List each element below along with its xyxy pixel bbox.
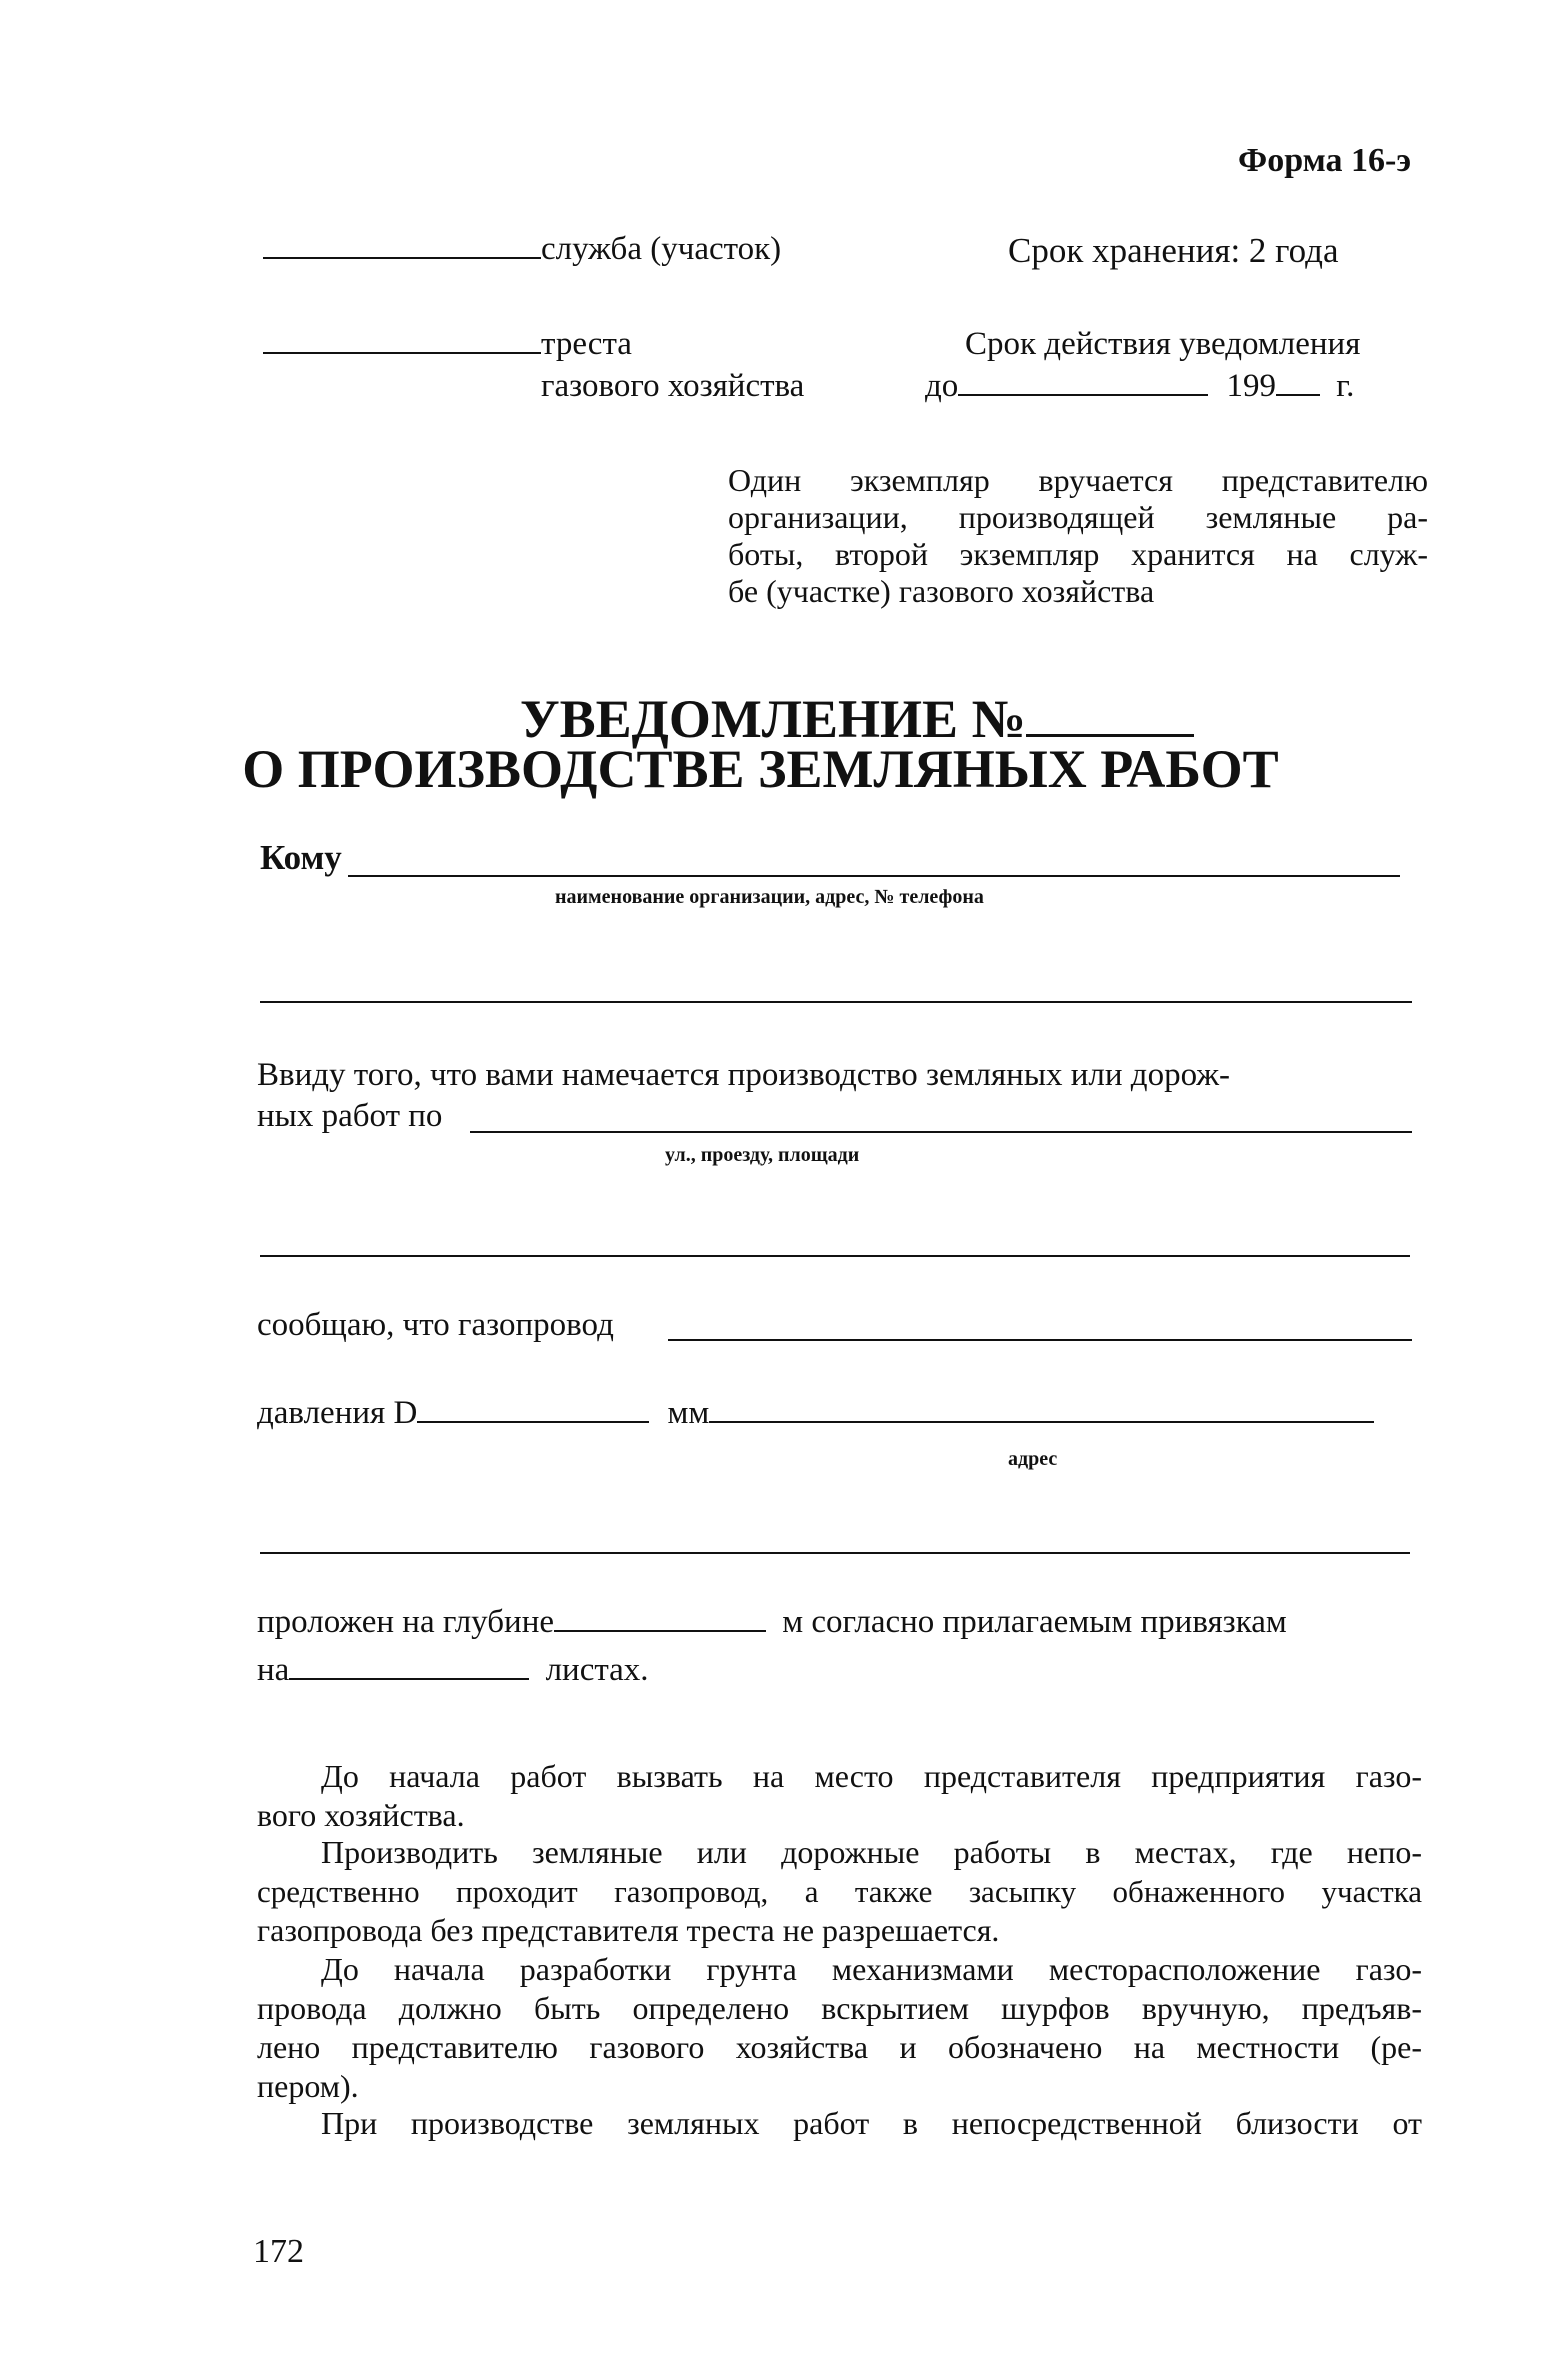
depth-suffix: м согласно прилагаемым привязкам — [782, 1604, 1287, 1640]
pipeline-label: сообщаю, что газопровод — [257, 1307, 614, 1343]
sheets-prefix: на — [257, 1652, 290, 1688]
trust-label: треста — [541, 326, 632, 362]
paragraph-line: лено представителю газового хозяйства и обозначено на местности (ре- — [257, 2029, 1422, 2065]
storage-period: Срок хранения: 2 года — [1008, 231, 1339, 270]
address-line-2[interactable] — [260, 1552, 1410, 1554]
to-caption: наименование организации, адрес, № телефона — [555, 886, 984, 908]
paragraph-3 — [257, 1950, 1422, 2106]
to-line-2[interactable] — [260, 1001, 1412, 1003]
paragraph-line: газопровода без представителя треста не разрешается. — [257, 1912, 1000, 1948]
validity-date-field — [925, 368, 1354, 405]
sheets-suffix: листах. — [545, 1652, 649, 1688]
street-caption: ул., проезду, площади — [665, 1144, 860, 1166]
trust-blank[interactable] — [263, 351, 541, 354]
pressure-blank[interactable] — [417, 1420, 649, 1423]
street-line[interactable] — [470, 1131, 1412, 1133]
depth-blank[interactable] — [554, 1629, 766, 1632]
paragraph-2 — [257, 1833, 1422, 1950]
pressure-label: давления D — [257, 1395, 418, 1431]
depth-label: проложен на глубине — [257, 1604, 554, 1640]
paragraph-line: провода должно быть определено вскрытием шурфов вручную, предъяв- — [257, 1990, 1422, 2026]
service-field — [263, 231, 781, 268]
to-label: Кому — [260, 838, 342, 877]
sheets-field — [257, 1652, 649, 1689]
pressure-field — [257, 1395, 1374, 1432]
until-prefix: до — [925, 368, 959, 404]
title-notice: УВЕДОМЛЕНИЕ № — [520, 689, 1026, 749]
year-blank[interactable] — [1276, 393, 1320, 396]
service-label: служба (участок) — [541, 231, 782, 267]
title-line-2: О ПРОИЗВОДСТВЕ ЗЕМЛЯНЫХ РАБОТ — [242, 739, 1279, 799]
mm-blank[interactable] — [709, 1420, 1374, 1423]
paragraph-line: Производить земляные или дорожные работы в местах, где непо- — [321, 1834, 1422, 1870]
pipeline-line[interactable] — [668, 1339, 1412, 1341]
works-prefix: ных работ по — [257, 1098, 443, 1134]
paragraph-1 — [257, 1757, 1422, 1835]
service-blank[interactable] — [263, 256, 541, 259]
works-line-2 — [257, 1098, 442, 1135]
notice-number-blank[interactable] — [1026, 733, 1194, 737]
paragraph-line: вого хозяйства. — [257, 1797, 465, 1833]
page-number: 172 — [253, 2233, 304, 2270]
gas-economy-label: газового хозяйства — [541, 368, 805, 404]
street-line-2[interactable] — [260, 1255, 1410, 1257]
distribution-note — [728, 462, 1428, 610]
paragraph-line: До начала работ вызвать на место представителя предприятия газо- — [321, 1758, 1422, 1794]
sheets-blank[interactable] — [289, 1677, 529, 1680]
trust-field — [263, 326, 632, 363]
note-line: Один экземпляр вручается представителю — [728, 462, 1428, 498]
note-line: боты, второй экземпляр хранится на служ- — [728, 536, 1428, 572]
form-label: Форма 16-э — [1238, 142, 1412, 179]
paragraph-line: При производстве земляных работ в непосредственной близости от — [321, 2105, 1422, 2141]
date-blank[interactable] — [958, 393, 1208, 396]
year-prefix: 199 — [1226, 368, 1277, 404]
note-line: организации, производящей земляные ра- — [728, 499, 1428, 535]
paragraph-4 — [257, 2104, 1422, 2143]
depth-field — [257, 1604, 1287, 1641]
to-line[interactable] — [348, 875, 1400, 877]
mm-label: мм — [667, 1395, 710, 1431]
paragraph-line: пером). — [257, 2068, 359, 2104]
address-caption: адрес — [1008, 1448, 1058, 1470]
validity-label: Срок действия уведомления — [965, 326, 1361, 362]
paragraph-line: средственно проходит газопровод, а также засыпку обнаженного участка — [257, 1874, 1422, 1909]
year-suffix: г. — [1336, 368, 1355, 404]
paragraph-line: До начала разработки грунта механизмами месторасположение газо- — [321, 1951, 1422, 1987]
works-line-1: Ввиду того, что вами намечается производство земляных или дорож- — [257, 1057, 1231, 1093]
note-line: бе (участке) газового хозяйства — [728, 573, 1155, 609]
